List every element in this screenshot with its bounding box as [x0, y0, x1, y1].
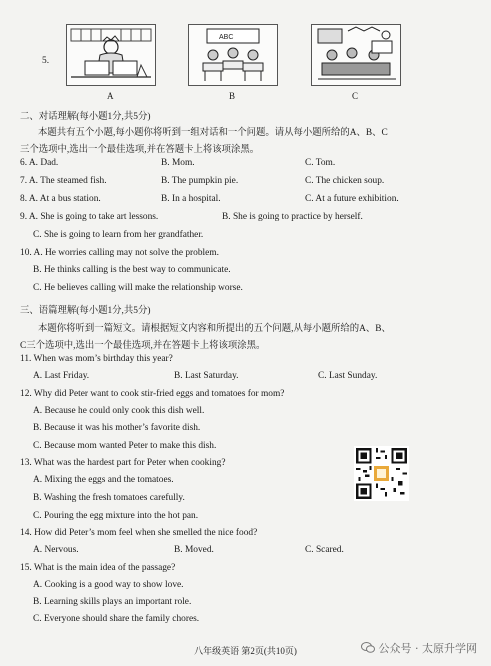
q15-option-c: C. Everyone should share the family chores.: [33, 614, 200, 624]
q12-stem: 12. Why did Peter want to cook stir-fried eggs and tomatoes for mom?: [20, 389, 285, 399]
q13-option-b: B. Washing the fresh tomatoes carefully.: [33, 493, 185, 503]
q12-option-b: B. Because it was his mother’s favorite dish.: [33, 423, 201, 433]
watermark: [361, 640, 477, 656]
q14-option-a: A. Nervous.: [33, 545, 79, 555]
q13-option-c: C. Pouring the egg mixture into the hot pan.: [33, 511, 199, 521]
q14-option-c: C. Scared.: [305, 545, 344, 555]
q11-option-c: C. Last Sunday.: [318, 371, 378, 381]
q9-option-b: B. She is going to practice by herself.: [222, 212, 363, 222]
q15-option-a: A. Cooking is a good way to show love.: [33, 580, 184, 590]
q12-option-c: C. Because mom wanted Peter to make this dish.: [33, 441, 217, 451]
picture-label-b: B: [229, 91, 236, 101]
q11-option-b: B. Last Saturday.: [174, 371, 239, 381]
q8-option-b: B. In a hospital.: [161, 194, 221, 204]
q14-option-b: B. Moved.: [174, 545, 214, 555]
q9-option-c: C. She is going to learn from her grandfather.: [33, 230, 204, 240]
picture-label-a: A: [107, 91, 114, 101]
wechat-icon: [361, 642, 375, 653]
q10-option-b: B. He thinks calling is the best way to communicate.: [33, 265, 231, 275]
section3-instruction-line2: C三个选项中,选出一个最佳选项,并在答题卡上将该项涂黑。: [20, 341, 266, 351]
q7-option-b: B. The pumpkin pie.: [161, 176, 239, 186]
section2-instruction-line1: 本题共有五个小题,每小题你将听到一组对话和一个问题。请从每小题所给的A、B、C: [38, 128, 388, 138]
q7-option-a: 7. A. The steamed fish.: [20, 176, 107, 186]
q7-option-c: C. The chicken soup.: [305, 176, 385, 186]
picture-c-exhibition: [311, 24, 401, 86]
watermark-text: 公众号 · 太原升学网: [378, 642, 477, 655]
section3-instruction-line1: 本题你将听到一篇短文。请根据短文内容和所提出的五个问题,从每小题所给的A、B、: [38, 324, 391, 334]
q6-option-a: 6. A. Dad.: [20, 158, 59, 168]
q8-option-a: 8. A. At a bus station.: [20, 194, 101, 204]
q11-option-a: A. Last Friday.: [33, 371, 90, 381]
section2-title: 二、对话理解(每小题1分,共5分): [20, 112, 151, 122]
q6-option-b: B. Mom.: [161, 158, 195, 168]
q12-option-a: A. Because he could only cook this dish well.: [33, 406, 205, 416]
q10-option-c: C. He believes calling will make the relationship worse.: [33, 283, 243, 293]
picture-b-classroom: [188, 24, 278, 86]
q6-option-c: C. Tom.: [305, 158, 336, 168]
q5-number: 5.: [42, 56, 50, 66]
q10-option-a: 10. A. He worries calling may not solve the problem.: [20, 248, 219, 258]
picture-a-boy-reading: [66, 24, 156, 86]
svg-text:ABC: ABC: [219, 34, 234, 41]
q9-option-a: 9. A. She is going to take art lessons.: [20, 212, 159, 222]
q13-option-a: A. Mixing the eggs and the tomatoes.: [33, 475, 174, 485]
picture-label-c: C: [352, 91, 359, 101]
q15-option-b: B. Learning skills plays an important role.: [33, 597, 192, 607]
q13-stem: 13. What was the hardest part for Peter when cooking?: [20, 458, 226, 468]
section3-title: 三、语篇理解(每小题1分,共5分): [20, 306, 151, 316]
q15-stem: 15. What is the main idea of the passage?: [20, 563, 176, 573]
page-footer: 八年级英语 第2页(共10页): [194, 646, 297, 656]
qr-code-icon[interactable]: [354, 446, 409, 501]
q8-option-c: C. At a future exhibition.: [305, 194, 399, 204]
q14-stem: 14. How did Peter’s mom feel when she smelled the nice food?: [20, 528, 258, 538]
section2-instruction-line2: 三个选项中,选出一个最佳选项,并在答题卡上将该项涂黑。: [20, 145, 260, 155]
q11-stem: 11. When was mom’s birthday this year?: [20, 354, 173, 364]
